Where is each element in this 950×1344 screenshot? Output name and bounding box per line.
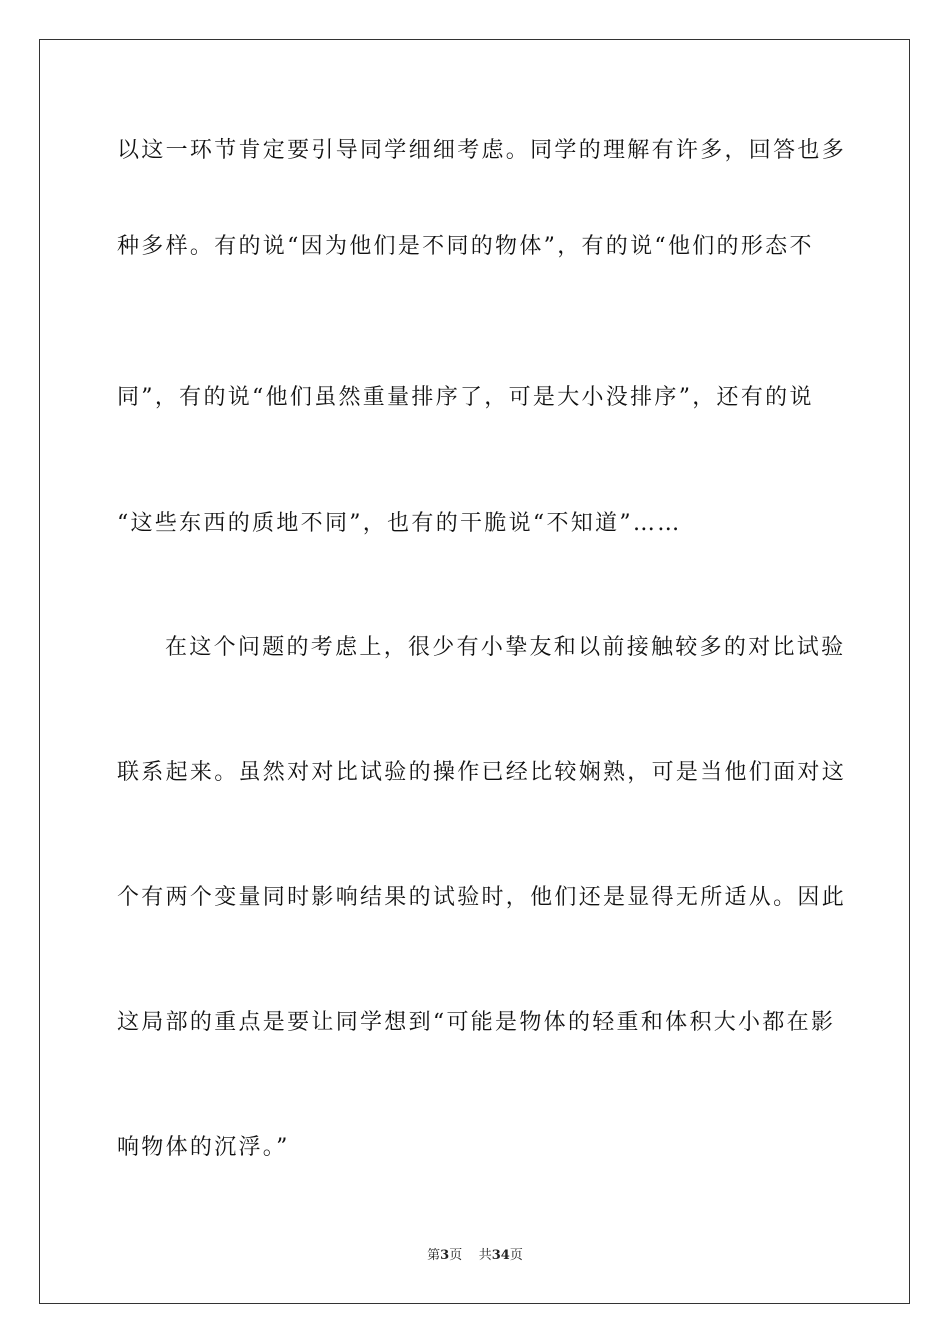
page-suffix: 页 <box>449 1248 463 1263</box>
paragraph-2-line-3: 个有两个变量同时影响结果的试验时，他们还是显得无所适从。因此 <box>117 885 847 910</box>
page-number: 3 <box>440 1248 450 1263</box>
paragraph-2-line-1: 在这个问题的考虑上，很少有小挚友和以前接触较多的对比试验 <box>165 635 846 660</box>
paragraph-2-line-2: 联系起来。虽然对对比试验的操作已经比较娴熟，可是当他们面对这 <box>117 760 847 785</box>
page-footer <box>0 1247 950 1265</box>
text-line-1: 以这一环节肯定要引导同学细细考虑。同学的理解有许多，回答也多 <box>117 138 847 163</box>
page-border <box>39 39 910 1304</box>
total-prefix: 共 <box>478 1248 492 1263</box>
page-prefix: 第 <box>427 1248 441 1263</box>
total-pages: 34 <box>491 1248 510 1263</box>
text-line-3: 同”，有的说“他们虽然重量排序了，可是大小没排序”，还有的说 <box>117 385 814 410</box>
total-suffix: 页 <box>509 1248 523 1263</box>
text-line-4: “这些东西的质地不同”，也有的干脆说“不知道”…… <box>117 511 682 536</box>
text-line-2: 种多样。有的说“因为他们是不同的物体”，有的说“他们的形态不 <box>117 234 814 259</box>
paragraph-2-line-4: 这局部的重点是要让同学想到“可能是物体的轻重和体积大小都在影 <box>117 1010 836 1035</box>
paragraph-2-line-5: 响物体的沉浮。” <box>117 1135 290 1160</box>
